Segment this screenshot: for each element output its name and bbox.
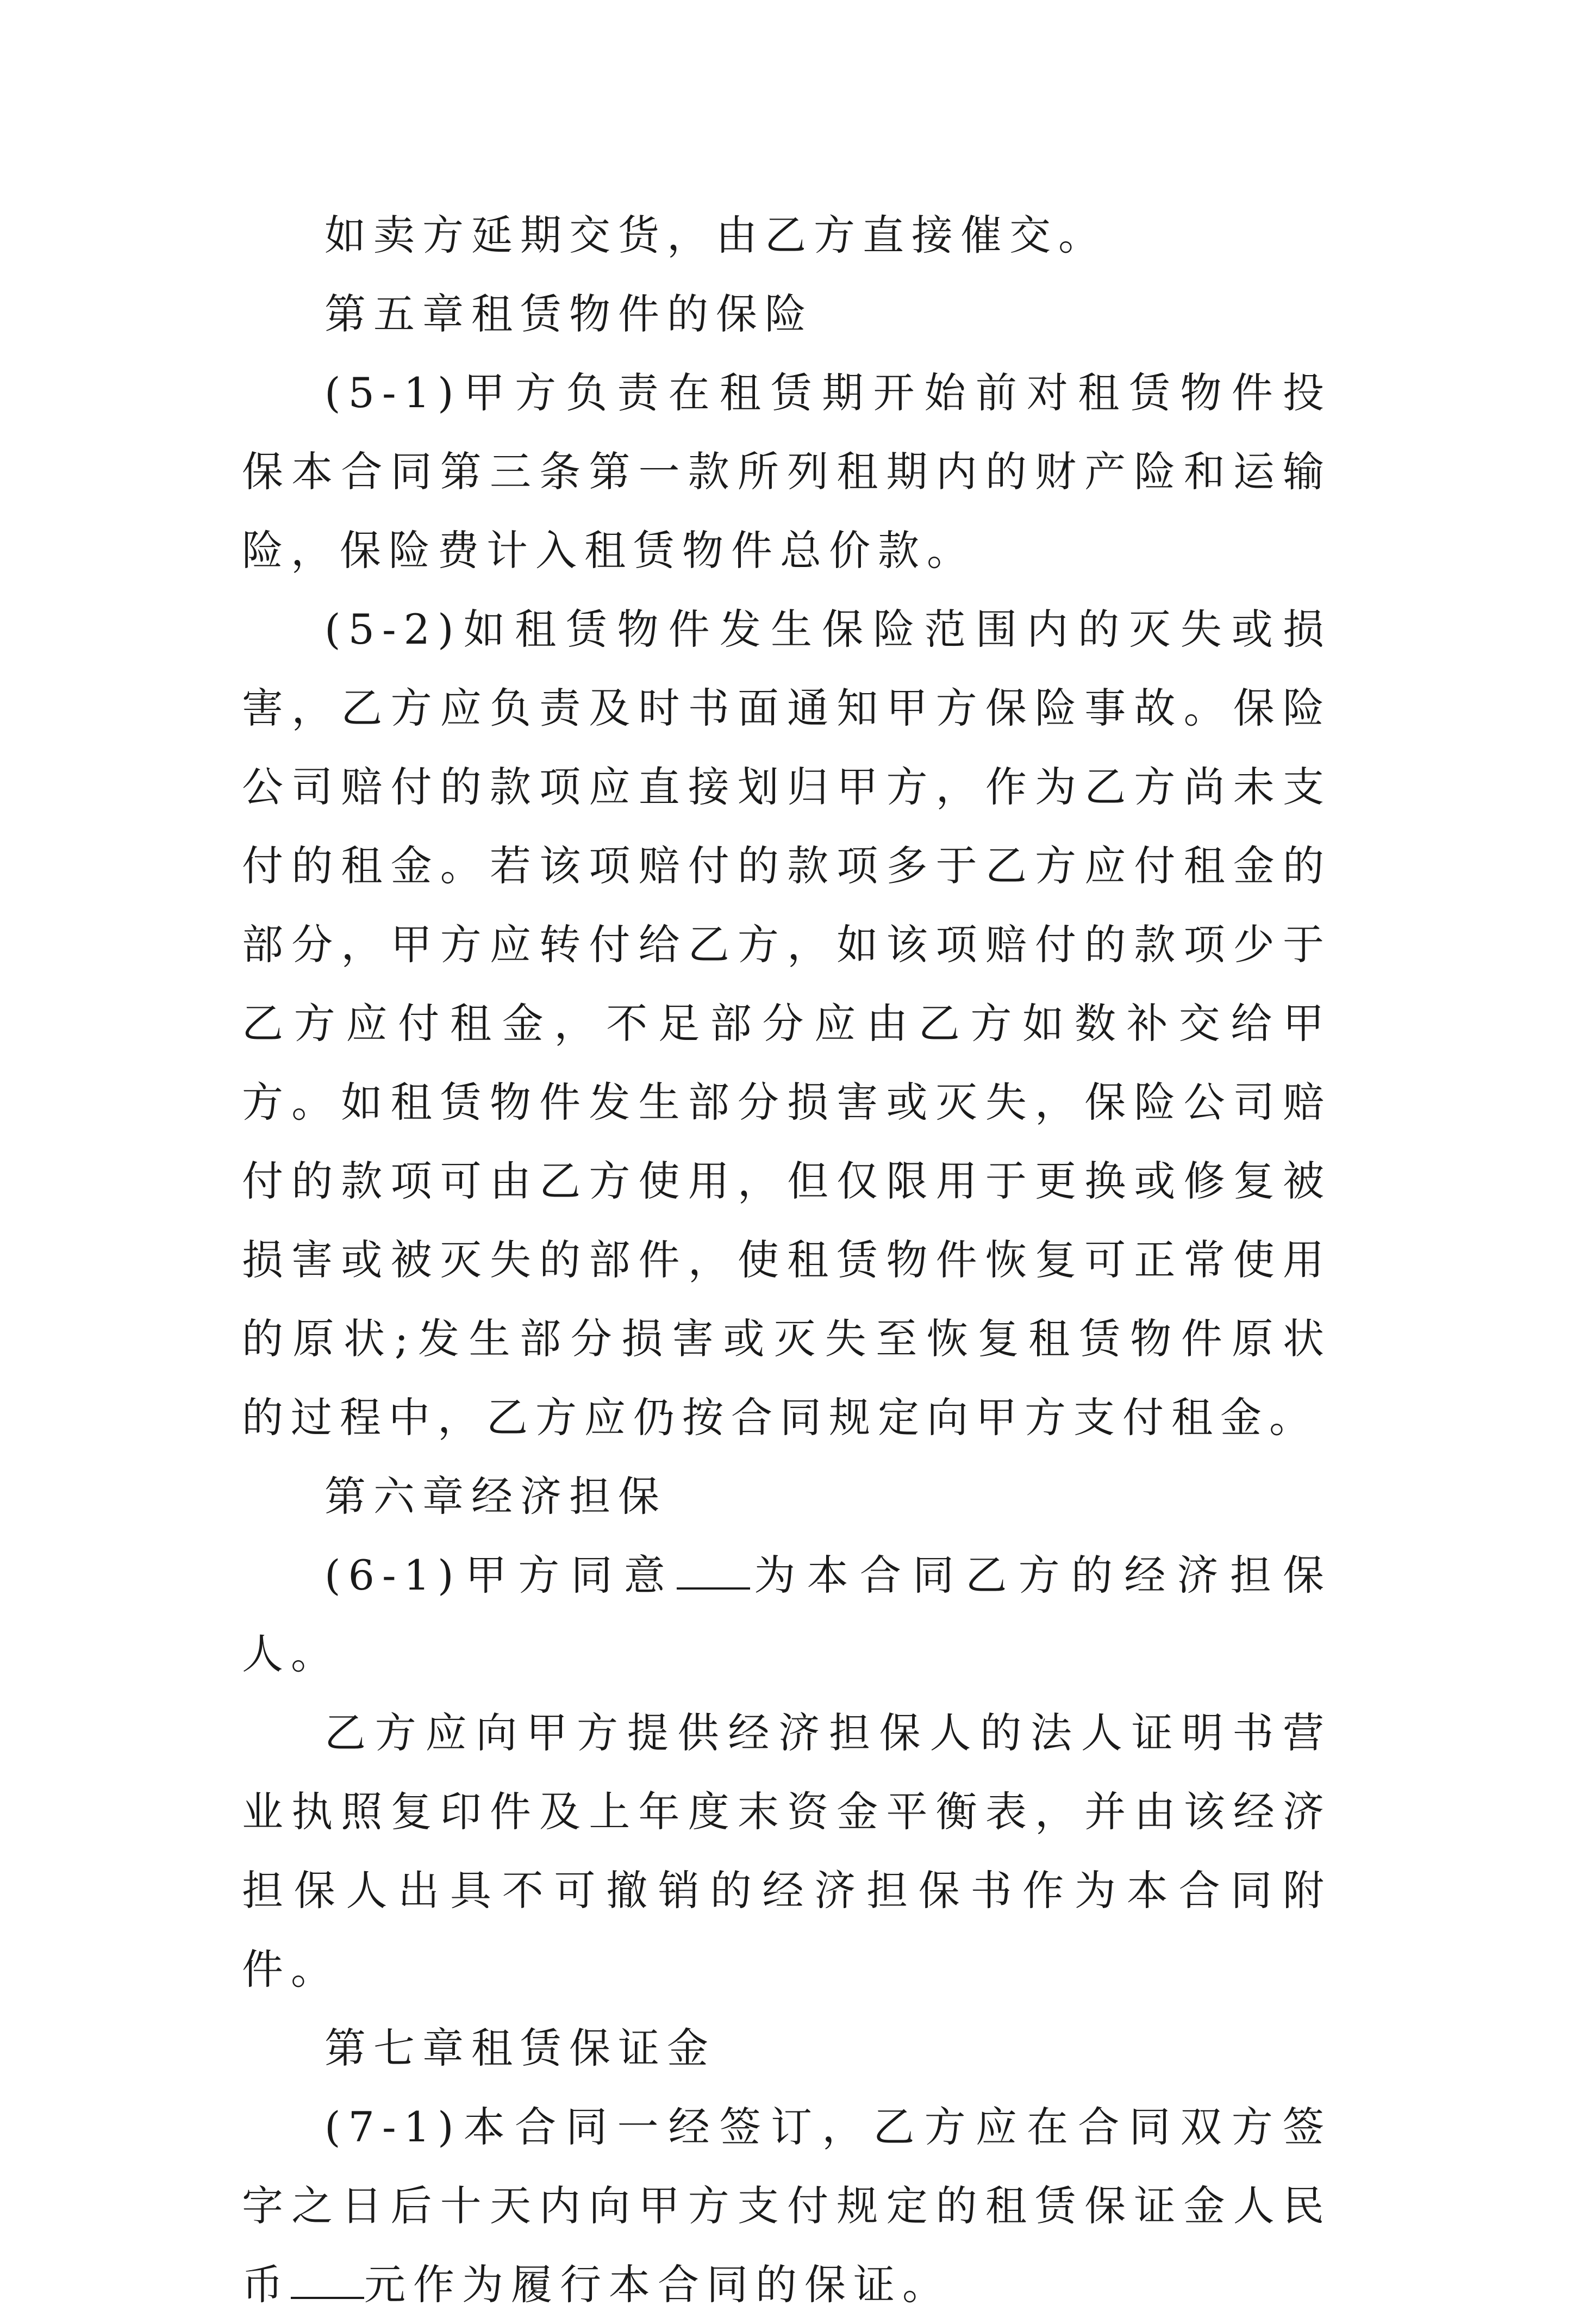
paragraph-6-1-after: 为本合同乙方的经济担保人。 bbox=[242, 1551, 1332, 1678]
chapter-heading-guarantee: 第六章经济担保 bbox=[324, 1472, 667, 1521]
chapter-heading-insurance: 第五章租赁物件的保险 bbox=[324, 290, 814, 338]
paragraph-6-1 bbox=[242, 1536, 1332, 1693]
chapter-heading-deposit: 第七章租赁保证金 bbox=[324, 2024, 716, 2072]
blank-fill-line bbox=[291, 2264, 364, 2299]
document-body bbox=[242, 196, 1332, 2324]
blank-fill-line bbox=[677, 1555, 750, 1590]
paragraph-6-1-before: (6-1)甲方同意 bbox=[324, 1551, 677, 1599]
paragraph-5-2: (5-2)如租赁物件发生保险范围内的灭失或损害，乙方应负责及时书面通知甲方保险事故。保险公司赔付的款项应直接划归甲方，作为乙方尚未支付的租金。若该项赔付的款项多于乙方应付租金的部分，甲方应转付给乙方，如该项赔付的款项少于乙方应付租金，不足部分应由乙方如数补交给甲方。如租赁物件发生部分损害或灭失，保险公司赔付的款项可由乙方使用，但仅限用于更换或修复被损害或被灭失的部件，使租赁物件恢复可正常使用的原状;发生部分损害或灭失至恢复租赁物件原状的过程中，乙方应仍按合同规定向甲方支付租金。 bbox=[242, 605, 1332, 1442]
paragraph-7-1-before: (7-1)本合同一经签订，乙方应在合同双方签字之日后十天内向甲方支付规定的租赁保证金人民币 bbox=[242, 2103, 1332, 2309]
paragraph-7-1-after: 元作为履行本合同的保证。 bbox=[364, 2260, 951, 2309]
paragraph-delivery-delay: 如卖方延期交货，由乙方直接催交。 bbox=[324, 211, 1107, 259]
paragraph-7-1 bbox=[242, 2088, 1332, 2324]
paragraph-guarantor-docs: 乙方应向甲方提供经济担保人的法人证明书营业执照复印件及上年度末资金平衡表，并由该经济担保人出具不可撤销的经济担保书作为本合同附件。 bbox=[242, 1709, 1332, 1993]
paragraph-5-1: (5-1)甲方负责在租赁期开始前对租赁物件投保本合同第三条第一款所列租期内的财产险和运输险，保险费计入租赁物件总价款。 bbox=[242, 369, 1332, 575]
